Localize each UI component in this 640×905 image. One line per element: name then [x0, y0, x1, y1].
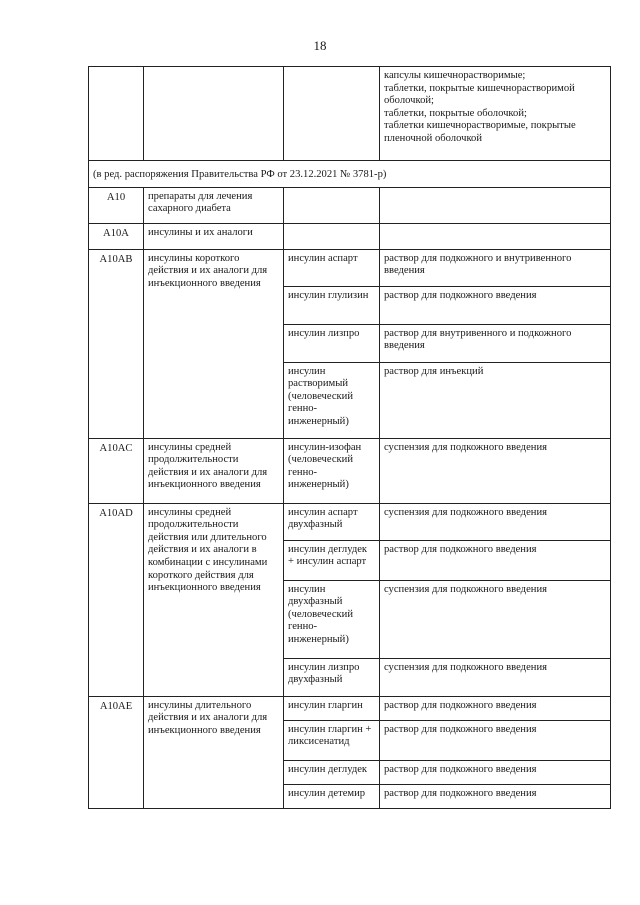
drug-name: инсулин детемир	[284, 784, 380, 808]
drug-name: инсулин деглудек	[284, 760, 380, 784]
drug-name: инсулин аспарт	[284, 249, 380, 286]
atc-code: A10AC	[89, 438, 144, 503]
dosage-form: суспензия для подкожного введения	[380, 658, 611, 696]
form-line: капсулы кишечнорастворимые;	[384, 70, 526, 81]
group-name: инсулины средней продолжительности действия и их аналоги для инъекционного введения	[144, 438, 284, 503]
form-cell	[380, 187, 611, 223]
dosage-form: раствор для подкожного введения	[380, 784, 611, 808]
group-name: инсулины средней продолжительности действия или длительного действия и их аналоги в комбинации с инсулинами короткого действия для инъекционного введения	[144, 503, 284, 696]
table-row	[89, 223, 611, 249]
dosage-form: раствор для подкожного введения	[380, 720, 611, 760]
atc-code: A10	[89, 187, 144, 223]
drug-name: инсулин деглудек + инсулин аспарт	[284, 540, 380, 580]
form-cell	[380, 67, 611, 161]
drug-name: инсулин гларгин + ликсисенатид	[284, 720, 380, 760]
name-cell	[284, 187, 380, 223]
atc-code: A10AD	[89, 503, 144, 696]
name-cell	[284, 67, 380, 161]
dosage-form: раствор для подкожного введения	[380, 540, 611, 580]
table-row	[89, 438, 611, 503]
drug-name: инсулин гларгин	[284, 696, 380, 720]
form-cell	[380, 223, 611, 249]
drug-name: инсулин глулизин	[284, 286, 380, 324]
atc-code: A10A	[89, 223, 144, 249]
table-row	[89, 187, 611, 223]
drug-name: инсулин лизпро	[284, 324, 380, 362]
page-number: 18	[313, 38, 327, 53]
table-row	[89, 503, 611, 540]
table-row	[89, 249, 611, 286]
form-line: таблетки, покрытые кишечнорастворимой оболочкой;	[384, 82, 575, 107]
name-cell	[284, 223, 380, 249]
group-name: препараты для лечения сахарного диабета	[144, 187, 284, 223]
atc-code: A10AB	[89, 249, 144, 438]
table-row	[89, 67, 611, 161]
drug-name: инсулин растворимый (человеческий генно-инженерный)	[284, 362, 380, 438]
drug-table	[88, 66, 611, 809]
dosage-form: раствор для подкожного введения	[380, 760, 611, 784]
group-name: инсулины длительного действия и их аналоги для инъекционного введения	[144, 696, 284, 808]
dosage-form: суспензия для подкожного введения	[380, 503, 611, 540]
edit-note: (в ред. распоряжения Правительства РФ от 23.12.2021 № 3781-р)	[89, 161, 611, 188]
dosage-form: раствор для инъекций	[380, 362, 611, 438]
form-line: таблетки кишечнорастворимые, покрытые пленочной оболочкой	[384, 120, 576, 144]
drug-name: инсулин-изофан (человеческий генно-инженерный)	[284, 438, 380, 503]
edit-note-row	[89, 161, 611, 188]
dosage-form: суспензия для подкожного введения	[380, 438, 611, 503]
dosage-form: раствор для подкожного введения	[380, 696, 611, 720]
drug-name: инсулин лизпро двухфазный	[284, 658, 380, 696]
table-row	[89, 696, 611, 720]
group-cell	[144, 67, 284, 161]
dosage-form: раствор для подкожного и внутривенного введения	[380, 249, 611, 286]
code-cell	[89, 67, 144, 161]
dosage-form: суспензия для подкожного введения	[380, 580, 611, 658]
form-line: таблетки, покрытые оболочкой;	[384, 107, 527, 119]
group-name: инсулины короткого действия и их аналоги для инъекционного введения	[144, 249, 284, 438]
group-name: инсулины и их аналоги	[144, 223, 284, 249]
dosage-form: раствор для внутривенного и подкожного введения	[380, 324, 611, 362]
atc-code: A10AE	[89, 696, 144, 808]
drug-name: инсулин двухфазный (человеческий генно-инженерный)	[284, 580, 380, 658]
drug-name: инсулин аспарт двухфазный	[284, 503, 380, 540]
dosage-form: раствор для подкожного введения	[380, 286, 611, 324]
